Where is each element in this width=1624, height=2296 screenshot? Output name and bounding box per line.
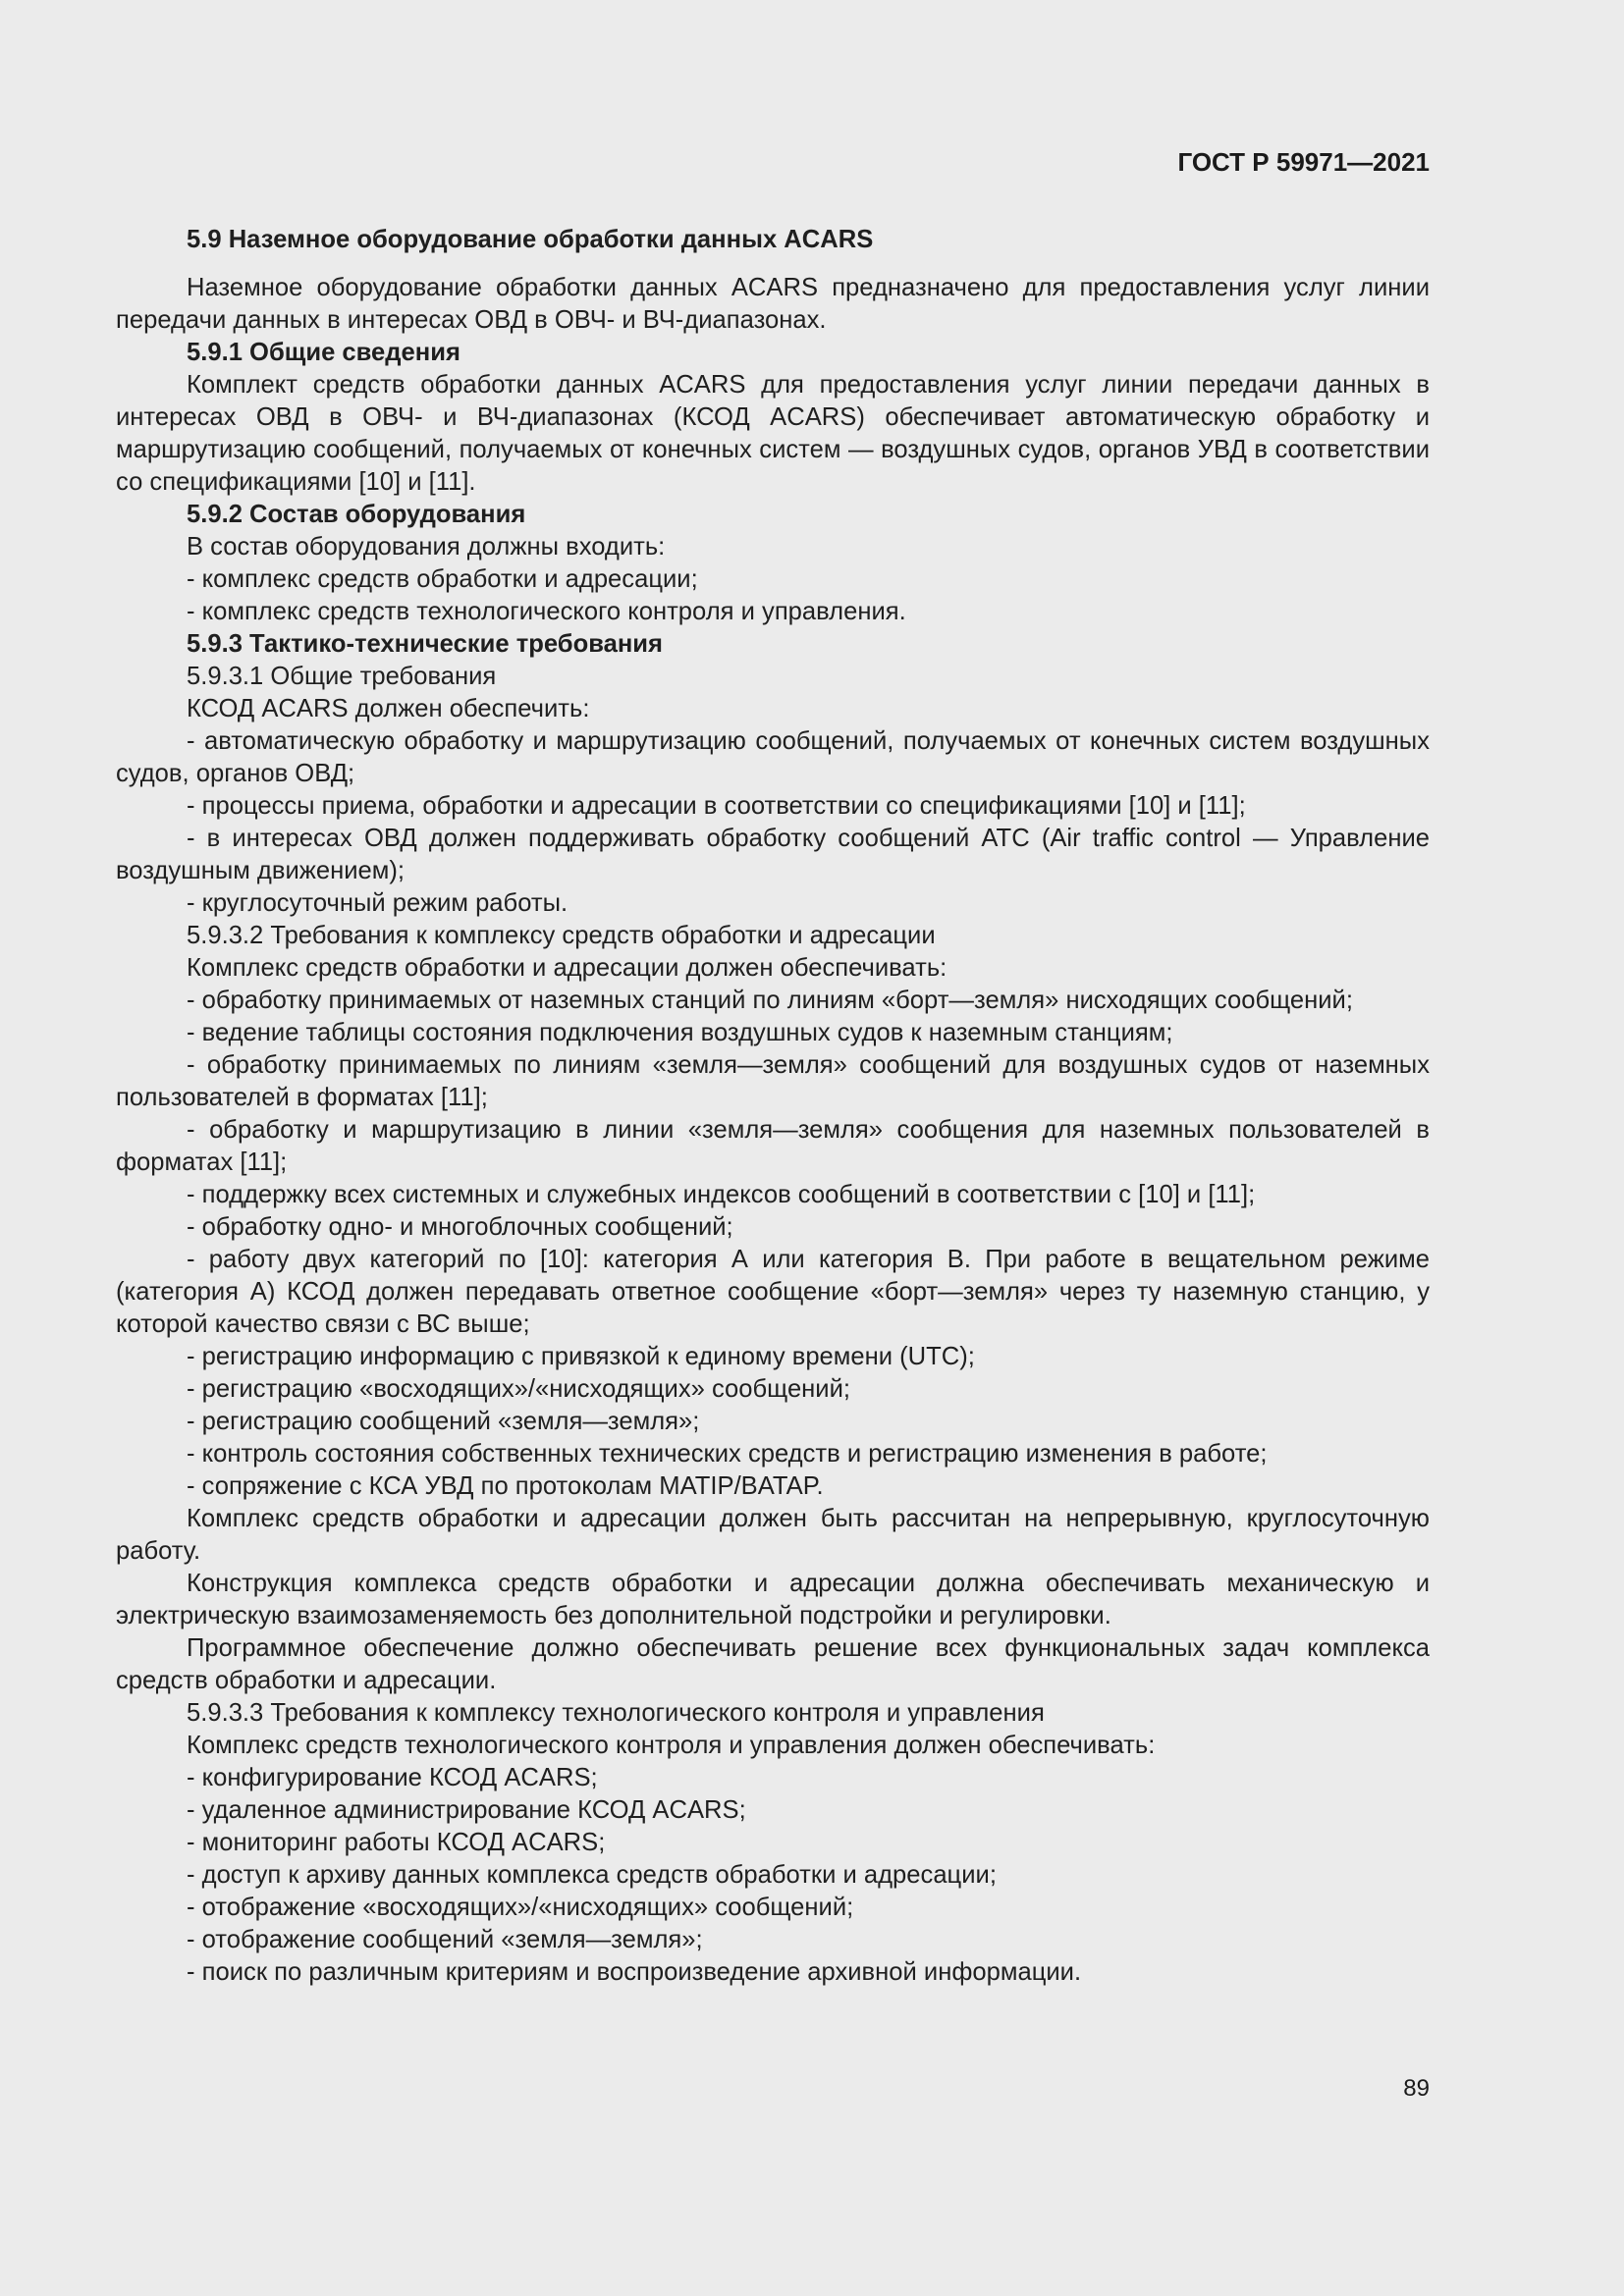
paragraph: В состав оборудования должны входить: (187, 533, 666, 561)
document-body (116, 224, 1430, 1989)
paragraph: Комплекс средств обработки и адресации должен быть рассчитан на непрерывную, круглосуточную работу. (116, 1505, 1430, 1565)
list-item: - поиск по различным критериям и воспроизведение архивной информации. (187, 1958, 1082, 1986)
subsection-heading: 5.9.3 Тактико-технические требования (187, 630, 663, 658)
list-item: - контроль состояния собственных технических средств и регистрацию изменения в работе; (187, 1440, 1268, 1468)
clause-heading: 5.9.3.1 Общие требования (187, 663, 497, 690)
list-item: - мониторинг работы КСОД ACARS; (187, 1829, 606, 1856)
paragraph: Наземное оборудование обработки данных ACARS предназначено для предоставления услуг линии передачи данных в интересах ОВД в ОВЧ- и ВЧ-диапазонах. (116, 274, 1430, 334)
list-item: - круглосуточный режим работы. (187, 889, 568, 917)
list-item: - удаленное администрирование КСОД ACARS; (187, 1796, 746, 1824)
list-item: - регистрацию информацию с привязкой к единому времени (UTC); (187, 1343, 975, 1370)
paragraph: Комплект средств обработки данных ACARS для предоставления услуг линии передачи данных в интересах ОВД в ОВЧ- и ВЧ-диапазонах (КСОД ACARS) обеспечивает автоматическую обработку и маршрутизацию сообщений, получаемых от конечных систем — воздушных судов, органов УВД в соответствии со спецификациями [10] и [11]. (116, 371, 1430, 496)
list-item: - поддержку всех системных и служебных индексов сообщений в соответствии с [10] и [11]; (187, 1181, 1256, 1208)
paragraph: Комплекс средств технологического контроля и управления должен обеспечивать: (187, 1732, 1156, 1759)
section-heading: 5.9 Наземное оборудование обработки данных ACARS (187, 226, 874, 253)
list-item: - обработку и маршрутизацию в линии «земля—земля» сообщения для наземных пользователей в форматах [11]; (116, 1116, 1430, 1176)
list-item: - конфигурирование КСОД ACARS; (187, 1764, 598, 1791)
list-item: - сопряжение с КСА УВД по протоколам MATIP/BATAP. (187, 1472, 824, 1500)
paragraph: Конструкция комплекса средств обработки и адресации должна обеспечивать механическую и электрическую взаимозаменяемость без дополнительной подстройки и регулировки. (116, 1570, 1430, 1629)
list-item: - доступ к архиву данных комплекса средств обработки и адресации; (187, 1861, 997, 1889)
paragraph: Комплекс средств обработки и адресации должен обеспечивать: (187, 954, 947, 982)
list-item: - обработку принимаемых от наземных станций по линиям «борт—земля» нисходящих сообщений; (187, 987, 1353, 1014)
list-item: - обработку одно- и многоблочных сообщений; (187, 1213, 733, 1241)
document-header: ГОСТ Р 59971—2021 (1177, 147, 1430, 177)
list-item: - отображение сообщений «земля—земля»; (187, 1926, 703, 1953)
list-item: - обработку принимаемых по линиям «земля—земля» сообщений для воздушных судов от наземных пользователей в форматах [11]; (116, 1051, 1430, 1111)
list-item: - регистрацию «восходящих»/«нисходящих» сообщений; (187, 1375, 851, 1403)
subsection-heading: 5.9.2 Состав оборудования (187, 501, 526, 528)
list-item: - автоматическую обработку и маршрутизацию сообщений, получаемых от конечных систем воздушных судов, органов ОВД; (116, 727, 1430, 787)
list-item: - процессы приема, обработки и адресации в соответствии со спецификациями [10] и [11]; (187, 792, 1246, 820)
list-item: - комплекс средств технологического контроля и управления. (187, 598, 906, 625)
paragraph: Программное обеспечение должно обеспечивать решение всех функциональных задач комплекса средств обработки и адресации. (116, 1634, 1430, 1694)
clause-heading: 5.9.3.3 Требования к комплексу технологического контроля и управления (187, 1699, 1045, 1727)
list-item: - отображение «восходящих»/«нисходящих» сообщений; (187, 1894, 854, 1921)
paragraph: КСОД ACARS должен обеспечить: (187, 695, 590, 722)
list-item: - комплекс средств обработки и адресации; (187, 565, 698, 593)
clause-heading: 5.9.3.2 Требования к комплексу средств обработки и адресации (187, 922, 936, 949)
list-item: - регистрацию сообщений «земля—земля»; (187, 1408, 700, 1435)
list-item: - работу двух категорий по [10]: категория А или категория В. При работе в вещательном режиме (категория А) КСОД должен передавать ответное сообщение «борт—земля» через ту наземную станцию, у которой качество связи с ВС выше; (116, 1246, 1430, 1338)
list-item: - в интересах ОВД должен поддерживать обработку сообщений ATC (Air traffic control — Управление воздушным движением); (116, 825, 1430, 884)
subsection-heading: 5.9.1 Общие сведения (187, 339, 460, 366)
list-item: - ведение таблицы состояния подключения воздушных судов к наземным станциям; (187, 1019, 1173, 1046)
page-number: 89 (1403, 2075, 1430, 2102)
